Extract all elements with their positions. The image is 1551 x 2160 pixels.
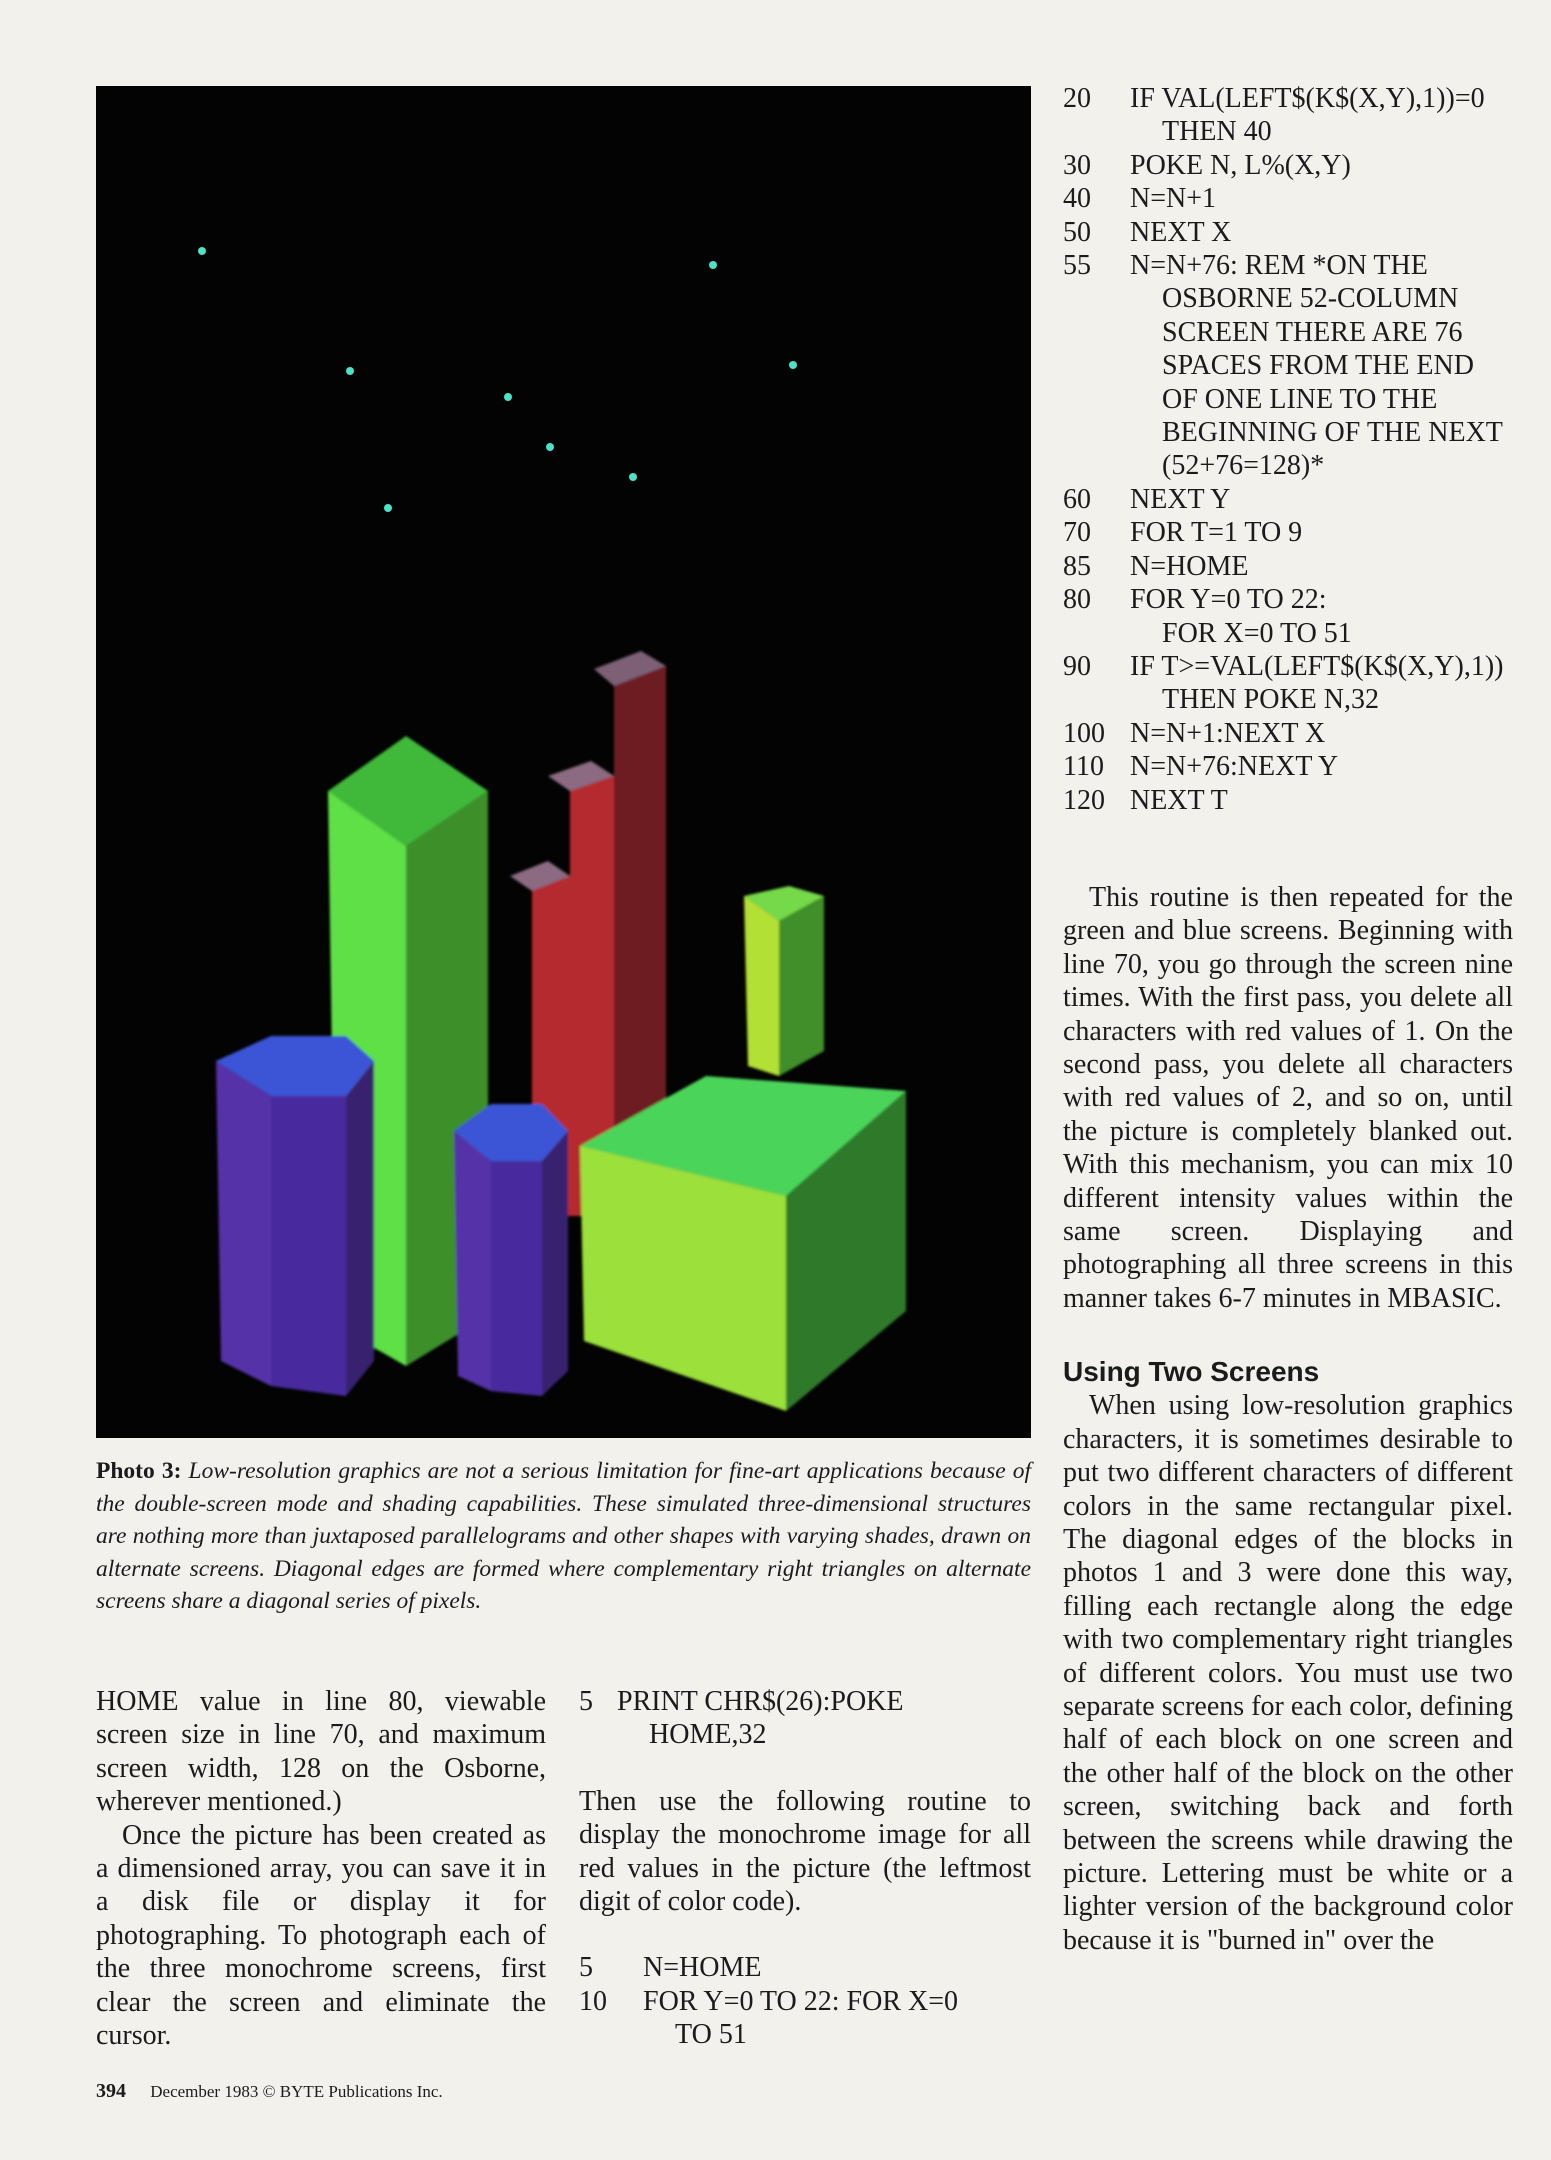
- code-line-number: 100: [1063, 717, 1105, 749]
- code-line-text: BEGINNING OF THE NEXT: [1162, 417, 1503, 449]
- left-column-text: [96, 1685, 546, 2052]
- code-line-text: FOR X=0 TO 51: [1162, 617, 1352, 649]
- code-line-number: 90: [1063, 650, 1091, 682]
- code-line: [1063, 516, 1525, 549]
- page-footer: [96, 2080, 443, 2103]
- code-line-number: 10: [579, 1985, 607, 2017]
- code-line-number: 120: [1063, 784, 1105, 816]
- paragraph-routine-repeat: This routine is then repeated for the green and blue screens. Beginning with line 70, you go through the screen nine times. With the first pass, you delete all characters with red values of 1. On the second pass, you delete all characters with red values of 2, and so on, until the picture is completely blanked out. With this mechanism, you can mix 10 different intensity values within the same screen. Displaying and photographing all three screens in this manner takes 6-7 minutes in MBASIC.: [1063, 882, 1513, 1314]
- paragraph-routine-display: Then use the following routine to display the monochrome image for all red values in the picture (the leftmost digit of color code).: [579, 1785, 1031, 1918]
- code-line-text: SCREEN THERE ARE 76: [1162, 316, 1463, 348]
- code-line-text: IF T>=VAL(LEFT$(K$(X,Y),1)): [1130, 650, 1504, 682]
- code-line-text: TO 51: [675, 2019, 747, 2051]
- code-line-text: SPACES FROM THE END: [1162, 350, 1474, 382]
- code-line-number: 50: [1063, 216, 1091, 248]
- code-line: [1063, 784, 1525, 817]
- code-line-text: (52+76=128)*: [1162, 450, 1325, 482]
- paragraph-home-value: HOME value in line 80, viewable screen size in line 70, and maximum screen width, 128 on the Osborne, wherever mentioned.): [96, 1686, 546, 1818]
- code-line-text: IF VAL(LEFT$(K$(X,Y),1))=0: [1130, 83, 1485, 114]
- code-line-text: NEXT Y: [1130, 483, 1231, 515]
- code-line: [1063, 149, 1525, 182]
- code-line-text: POKE N, L%(X,Y): [1130, 149, 1351, 181]
- code-line-text: N=N+76:NEXT Y: [1130, 751, 1339, 783]
- star-dots: [198, 247, 797, 512]
- green-block: [580, 1076, 906, 1411]
- code-line: [579, 1685, 1031, 1752]
- code-line: [579, 1985, 1031, 2052]
- code-listing-right: [1063, 82, 1525, 817]
- code-line-text: N=HOME: [1130, 550, 1249, 582]
- caption-text: Low-resolution graphics are not a serious limitation for fine-art applications because of the double-screen mode and shading capabilities. These simulated three-dimensional structures are nothing more than juxtaposed parallelograms and other shapes with varying shades, drawn on alternate screens. Diagonal edges are formed where complementary right triangles on alternate screens share a diagonal series of pixels.: [96, 1458, 1032, 1614]
- code-line-number: 5: [579, 1686, 593, 1717]
- code-line-text: THEN 40: [1162, 116, 1272, 148]
- code-line: [1063, 249, 1525, 483]
- code-line: [1063, 483, 1525, 516]
- code-line: [1063, 550, 1525, 583]
- middle-column: [579, 1685, 1031, 2052]
- code-line: [1063, 650, 1525, 717]
- code-line-number: 5: [579, 1952, 593, 1984]
- small-tower: [744, 886, 824, 1076]
- code-line-text: NEXT T: [1130, 784, 1228, 816]
- section-heading: Using Two Screens: [1063, 1356, 1320, 1388]
- code-line: [1063, 717, 1525, 750]
- code-line-number: 40: [1063, 183, 1091, 215]
- code-line-text: THEN POKE N,32: [1162, 684, 1379, 716]
- code-line-number: 55: [1063, 250, 1091, 282]
- code-line-text: N=N+76: REM *ON THE: [1130, 250, 1428, 282]
- photo-caption: [96, 1455, 1031, 1618]
- code-line-text: FOR T=1 TO 9: [1130, 517, 1303, 549]
- footer-credit: December 1983 © BYTE Publications Inc.: [150, 2082, 443, 2101]
- code-line-number: 20: [1063, 83, 1091, 114]
- code-line-text: N=N+1:NEXT X: [1130, 717, 1326, 749]
- code-line-text: HOME,32: [649, 1719, 767, 1751]
- paragraph-photograph: Once the picture has been created as a dimensioned array, you can save it in a disk file or display it for photographing. To photograph each of the three monochrome screens, first clear the screen and eliminate the cursor.: [96, 1819, 546, 2052]
- blue-cylinder-middle: [454, 1104, 568, 1396]
- code-line-number: 85: [1063, 550, 1091, 582]
- caption-label: Photo 3:: [96, 1458, 182, 1484]
- paragraph-two-screens: When using low-resolution graphics characters, it is sometimes desirable to put two different characters of different colors in the same rectangular pixel. The diagonal edges of the blocks in photos 1 and 3 were done this way, filling each rectangle along the edge with two complementary right triangles of different colors. You must use two separate screens for each color, defining half of each block on one screen and the other half of the block on the other screen, switching back and forth between the screens while drawing the picture. Lettering must be white or a lighter version of the background color because it is "burned in" over the: [1063, 1390, 1513, 1956]
- code-line-text: N=N+1: [1130, 183, 1217, 215]
- code-line: [579, 1951, 1031, 1984]
- code-line-text: N=HOME: [643, 1952, 762, 1984]
- code-line: [1063, 583, 1525, 650]
- page-number: 394: [96, 2080, 126, 2102]
- code-line-number: 30: [1063, 149, 1091, 181]
- code-line: [1063, 750, 1525, 783]
- code-line-text: OF ONE LINE TO THE: [1162, 383, 1438, 415]
- code-line-text: FOR Y=0 TO 22: FOR X=0: [643, 1985, 959, 2017]
- code-line-number: 60: [1063, 483, 1091, 515]
- code-line-number: 110: [1063, 751, 1104, 783]
- code-line: [1063, 82, 1525, 149]
- code-line-number: 80: [1063, 584, 1091, 616]
- code-line: [1063, 182, 1525, 215]
- blue-cylinder-left: [216, 1036, 374, 1396]
- code-line-number: 70: [1063, 517, 1091, 549]
- code-line-text: PRINT CHR$(26):POKE: [617, 1686, 904, 1717]
- photo-3: [96, 86, 1031, 1438]
- photo-3-image: [96, 86, 1031, 1438]
- code-line-text: OSBORNE 52-COLUMN: [1162, 283, 1459, 315]
- code-line-text: FOR Y=0 TO 22:: [1130, 584, 1327, 616]
- code-line-text: NEXT X: [1130, 216, 1232, 248]
- code-line: [1063, 216, 1525, 249]
- right-column-text: [1063, 881, 1513, 1957]
